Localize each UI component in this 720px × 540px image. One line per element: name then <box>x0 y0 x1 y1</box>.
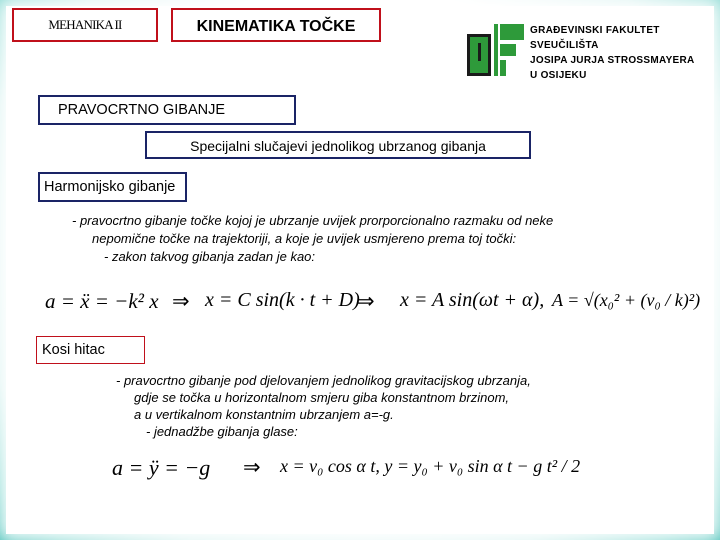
projectile-desc-line-4: - jednadžbe gibanja glase: <box>146 424 298 439</box>
faculty-name-line: U OSIJEKU <box>530 70 587 81</box>
harmonic-desc-line-3: - zakon takvog gibanja zadan je kao: <box>104 249 316 264</box>
harmonic-desc-line-2: nepomične točke na trajektoriji, a koje je uvijek usmjereno prema toj točki: <box>92 231 517 246</box>
faculty-logo <box>467 24 525 76</box>
section-title-box <box>38 95 296 125</box>
harmonic-eq-amplitude: A = √(x₀² + (v₀ / k)²) <box>552 290 701 310</box>
projectile-desc-line-3: a u vertikalnom konstantnim ubrzanjem a=-g. <box>134 407 394 422</box>
harmonic-eq-amplitude-form: x = A sin(ωt + α), <box>400 289 545 311</box>
course-label-box <box>12 8 158 42</box>
faculty-name-line: GRAĐEVINSKI FAKULTET <box>530 25 660 36</box>
harmonic-eq-position: x = C sin(k · t + D) <box>205 289 360 311</box>
projectile-eq-motion: x = v₀ cos α t, y = y₀ + v₀ sin α t − g t² / 2 <box>280 456 581 476</box>
section-title: PRAVOCRTNO GIBANJE <box>58 102 226 118</box>
harmonic-eq-acceleration: a = ẍ = −k² x <box>45 289 159 313</box>
harmonic-arrow-2: ⇒ <box>357 289 375 313</box>
page-title-box <box>171 8 381 42</box>
faculty-logo-mark <box>467 24 525 76</box>
projectile-desc-line-2: gdje se točka u horizontalnom smjeru giba konstantnom brzinom, <box>134 390 510 405</box>
faculty-name-line: JOSIPA JURJA STROSSMAYERA <box>530 55 695 66</box>
harmonic-arrow-1: ⇒ <box>172 289 190 313</box>
projectile-arrow: ⇒ <box>243 455 261 479</box>
subtitle: Specijalni slučajevi jednolikog ubrzanog gibanja <box>190 138 486 154</box>
projectile-eq-acceleration: a = ÿ = −g <box>112 455 211 480</box>
harmonic-desc-line-1: - pravocrtno gibanje točke kojoj je ubrzanje uvijek prorporcionalno razmaku od neke <box>72 213 554 228</box>
projectile-desc-line-1: - pravocrtno gibanje pod djelovanjem jednolikog gravitacijskog ubrzanja, <box>116 373 531 388</box>
harmonic-title: Harmonijsko gibanje <box>44 179 176 195</box>
projectile-title-box <box>36 336 145 364</box>
projectile-title: Kosi hitac <box>42 342 105 358</box>
page-title: KINEMATIKA TOČKE <box>196 18 356 35</box>
harmonic-title-box <box>38 172 187 202</box>
faculty-name <box>530 23 695 83</box>
subtitle-box <box>145 131 531 159</box>
course-label: MEHANIKA II <box>48 17 122 32</box>
faculty-name-line: SVEUČILIŠTA <box>530 40 599 51</box>
